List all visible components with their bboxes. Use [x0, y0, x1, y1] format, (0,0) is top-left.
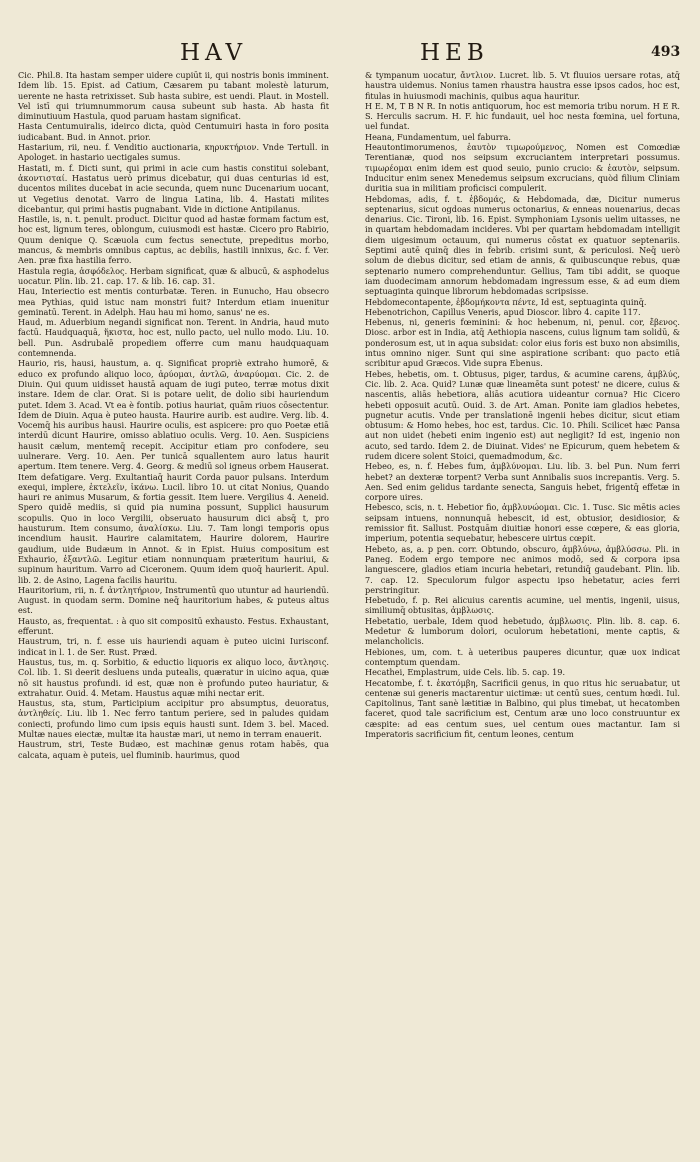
dictionary-entry: Hastati, m. f. Dicti sunt, qui primi in acie cum hastis constitui solebant, ἀκοντισταί. Hastatus uerò primus dicebatur, qui duas centurias id est, ducentos milites ducebat in acie secunda, quem nunc Ducenarium uocant, ut Vegetius denotat. Varro de lingua Latina, lib. 4. Hastati milites dicebantur, qui primi hastis pugnabant. Vide in dictione Antipilanus.: [18, 162, 329, 214]
dictionary-entry: & tympanum uocatur, ἄντλιον. Lucret. lib. 5. Vt fluuios uersare rotas, atq̄ haustra uidemus. Nonius tamen rhaustra haustra esse ipsos cados, hoc est, fitulas in huiusmodi machinis, quibus aqua hauritur.: [365, 70, 680, 101]
dictionary-entry: Heautontimorumenos, ἑαυτὸν τιμωρούμενος, Nomen est Comœdiæ Terentianæ, quod nos seipsum excruciantem interpretari possumus. τιμωρέομαι enim idem est quod seuio, punio crucio: & ἑαυτὸν, seipsum. Inducitur enim senex Menedemus seipsum excrucians, quòd filium Cliniam duritia sua in militiam proficisci compulerit.: [365, 142, 680, 194]
dictionary-entry: Hastarium, rii, neu. f. Venditio auctionaria, κηρυκτήριον. Vnde Tertull. in Apologet. in hastario uectigales sumus.: [18, 142, 329, 163]
dictionary-entry: Hauritorium, rii, n. f. ἀντλητήριον, Instrumentū quo utuntur ad hauriendū. August. in quodam serm. Domine neq̄ hauritorium habes, & puteus altus est.: [18, 584, 329, 616]
dictionary-entry: Hebdomecontapente, ἑβδομήκοντα πέντε, Id est, septuaginta quinq̄.: [365, 296, 647, 307]
dictionary-entry: Hausto, as, frequentat. : à quo sit compositū exhausto. Festus. Exhaustant, efferunt.: [18, 615, 329, 637]
dictionary-entry: Heana, Fundamentum, uel faburra.: [365, 131, 511, 142]
dictionary-entry: Hecatombe, f. t. ἑκατόμβη, Sacrificii genus, in quo ritus hic seruabatur, ut centenæ sui generis mactarentur uictimæ: ut centū sues, centum hœdi. Iul. Capitolinus, Tant sanè lætitiæ in Balbino, qui plus timebat, ut hecatomben faceret, quod tale sacrificium est, Centum aræ uno loco construuntur ex cæspite: ad eas centum sues, uel centum oues mactantur. Iam si Imperatoris sacrificium fit, centum leones, centum: [365, 677, 680, 739]
dictionary-entry: Cic. Phil.8. Ita hastam semper uidere cupiūt ii, qui nostris bonis imminent. Idem lib. 15. Epist. ad Catium, Cæsarem pu tabant molestè laturum, uerente ne hasta retrixisset. Sub hasta subire, est uendi. Plaut. in Mostell. Vel istī qui triumnummorum causa subeunt sub hasta. Ab hasta fit diminutiuum Hastula, quod paruam hastam significat.: [18, 70, 329, 122]
dictionary-entry: Haustrum, stri, Teste Budæo, est machinæ genus rotam habēs, qua calcata, aquam è puteis, uel fluminib. haurimus, quod: [18, 739, 329, 760]
dictionary-entry: Hasta Centumuiralis, ideirco dicta, quòd Centumuiri hasta in foro posita iudicabant. Bud. in Annot. prior.: [18, 121, 329, 142]
dictionary-entry: Hebdomas, adis, f. t. ἑβδομάς, & Hebdomada, dæ, Dicitur numerus septenarius, sicut ogdoas numerus octonarius, & enneas nouenarius, decas denarius. Cic. Tironi, lib. 16. Epist. Symphoniam Lysonis uelim uitasses, ne in quartam hebdomadam incideres. Vbi per quartam hebdomadam intelligit diem uigesimum octauum, qui numerus cōstat ex quatuor septenariis. Septimi autē quinq̄ dies in febrib. crisimi sunt, & periculosi. Neq̄ uerò solum de diebus dicitur, sed etiam de annis, & quibuscunque rebus, quæ septenario numero comprehenduntur. Gellius, Tam tibi addit, se quoque iam duodecimam annorum hebdomadam ingressum esse, & ad eum diem septuaginta quinque librorum hebdomadas scripsisse.: [365, 193, 680, 297]
dictionary-entry: Hebiones, um, com. t. à ueteribus pauperes dicuntur, quæ uox indicat contemptum quendam.: [365, 646, 680, 667]
dictionary-entry: Hebeo, es, n. f. Hebes fum, ἀμβλύνομαι. Liu. lib. 3. bel Pun. Num ferri hebet? an dexteræ torpent? Verba sunt Annibalis suos increpantis. Verg. 5. Aen. Sed enim gelidus tardante senecta, Sanguis hebet, frigentq̄ effetæ in corpore uires.: [365, 461, 680, 503]
header-left-word: HAV: [180, 40, 248, 66]
dictionary-entry: Hebetudo, f. p. Rei alicuius carentis acumine, uel mentis, ingenii, uisus, similiumq̄ obtusitas, ἀμβλωσις.: [365, 595, 680, 616]
dictionary-entry: Haurio, ris, hausi, haustum, a. q. Significat propriè extraho humorē, & educo ex profundo aliquo loco, ἀρύομαι, ἀντλῶ, ἀναρύομαι. Cic. 2. de Diuin. Qui quum uidisset haustā aquam de iugi puteo, terræ motus dixit instare. Idem de clar. Orat. Si is potare uelit, de dolio sibi hauriendum putet. Idem 3. Acad. Vt ea è fontib. potius hauriat, quām riuos cōsectentur. Idem de Diuin. Aqua è puteo hausta. Haurire aurib. est audire. Verg. lib. 4. Vocemq̄ his auribus hausi. Haurire oculis, est aspicere: pro quo Poetæ etiā interdū dicunt Haurire, omisso ablatiuo oculis. Verg. 10. Aen. Suspiciens hausit cælum, mentemq̄ recepit. Accipitur etiam pro confodere, seu uulnerare. Verg. 10. Aen. Per tunicā squallentem auro latus haurit apertum. Item tenere. Verg. 4. Georg. & mediū sol igneus orbem Hauserat. Item defatigare. Verg. Exultantiaq̄ haurit Corda pauor pulsans. Interdum exequi, implere, ἐκτελεῖν, ἰκάνω. Lucil. libro 10. ut citat Nonius, Quando hauri re animus Musarum, & fortia gessit. Item luere. Vergilius 4. Aeneid. Spero quidē mediis, si quid pia numina possunt, Supplici hausurum scopulis. Quo in loco Vergilii, obseruato hausurum dici absq̄ t, pro hausturum. Item consumo, ἀναλίσκω. Liu. 7. Tam longi temporis opus incendium hausit. Haurire calamitatem, Haurire dolorem, Haurire gaudium, uide Budæum in Annot. & in Epist. Huius compositum est Exhaurio, ἐξαντλῶ. Legitur etiam nonnunquam præteritum hauriui, & supinum hauritum. Varro ad Ciceronem. Quum idem quoq̄ haurierit. Apul. lib. 2. de Asino, Lagena facilis hauritu.: [18, 358, 329, 585]
left-column: [18, 70, 329, 760]
dictionary-entry: Hebenotrichon, Capillus Veneris, apud Dioscor. libro 4. capite 117.: [365, 306, 641, 317]
dictionary-entry: Hebesco, scis, n. t. Hebetior fio, ἀμβλυνώομαι. Cic. 1. Tusc. Sic mētis acies seipsam intuens, nonnunquā hebescit, id est, obtusior, desidiosior, & remissior fit. Sallust. Postquām diuitiæ honori esse cœpere, & eas gloria, imperium, potentia sequebatur, hebescere uirtus cœpit.: [365, 502, 680, 544]
dictionary-entry: Hau, Interiectio est mentis conturbatæ. Teren. in Eunucho, Hau obsecro mea Pythias, quid istuc nam monstri fuit? Interdum etiam inuenitur geminatū. Terent. in Adelph. Hau hau mi homo, sanus' ne es.: [18, 286, 329, 317]
dictionary-entry: H E. M, T B N R. In notis antiquorum, hoc est memoria tribu norum. H E R. S. Herculis sacrum. H. F. hic fundauit, uel hoc nesta fœmina, uel fortuna, uel fundat.: [365, 100, 680, 132]
dictionary-entry: Hastile, is, n. t. penult. product. Dicitur quod ad hastæ formam factum est, hoc est, lignum teres, oblongum, cuiusmodi est hastæ. Cicero pro Rabirio, Quum denique Q. Scæuola cum fectus senectute, prepeditus morbo, mancus, & membris omnibus captus, ac debilis, hastili innixus, &c. f. Ver. Aen. præ fixa hastilia ferro.: [18, 214, 329, 266]
running-header: [0, 40, 700, 68]
dictionary-entry: Haustrum, tri, n. f. esse uis hauriendi aquam è puteo uicini Iurisconf. indicat in l. 1. de Ser. Rust. Præd.: [18, 636, 329, 657]
dictionary-entry: Hebetatio, uerbale, Idem quod hebetudo, ἀμβλωσις. Plin. lib. 8. cap. 6. Medetur & lumborum dolori, oculorum hebetationi, mente captis, & melancholicis.: [365, 615, 680, 647]
dictionary-entry: Haustus, sta, stum, Participium accipitur pro absumptus, deuoratus, ἀντληθείς. Liu. lib 1. Nec ferro tantum periere, sed in paludes quidam coniecti, profundo limo cum ipsis equis hausti sunt. Idem 3. bel. Maced. Multæ naues eiectæ, multæ ita haustæ mari, ut nemo in terram enauerit.: [18, 698, 329, 739]
dictionary-entry: Hecathei, Emplastrum, uide Cels. lib. 5. cap. 19.: [365, 667, 566, 678]
dictionary-entry: Haustus, tus, m. q. Sorbitio, & eductio liquoris ex aliquo loco, ἄντλησις. Col. lib. 1. Si deerit desluens unda putealis, quæratur in uicino aqua, quæ nō sit haustus profundi. id est, quæ non è profundo puteo hauriatur, & extrahatur. Ouid. 4. Metam. Haustus aquæ mihi nectar erit.: [18, 656, 329, 698]
dictionary-entry: Hastula regia, ἀσφόδελος. Herbam significat, quæ & albucū, & asphodelus uocatur. Plin. lib. 21. cap. 17. & lib. 16. cap. 31.: [18, 265, 329, 286]
dictionary-entry: Hebenus, ni, generis fœminini: & hoc hebenum, ni, penul. cor, ἔβενος. Diosc. arbor est in India, atq̄ Aethiopia nascens, cuius lignum tam solidū, & ponderosum est, ut in aqua subsidat: color eius foris est buxo non absimilis, intus omnino niger. Sunt qui sine aspiratione scribant: quo pacto etiā scribitur apud Græcos. Vide supra Ebenus.: [365, 317, 680, 369]
header-right-word: HEB: [420, 40, 489, 66]
dictionary-entry: Hebes, hebetis, om. t. Obtusus, piger, tardus, & acumine carens, ἀμβλύς, Cic. lib. 2. Aca. Quid? Lunæ quæ lineamēta sunt potest' ne dicere, cuius & nascentis, aliās hebetiora, aliās acutiora uideantur cornua? Hic Cicero hebeti opposuit acutū. Ouid. 3. de Art. Aman. Ponite iam gladios hebetes, pugnetur acutis. Vnde per translationē ingenii hebes dicitur, sicut etiam obtusum: & Homo hebes, hoc est, tardus. Cic. 10. Phili. Scilicet hæc Pansa aut non uidet (hebeti enim ingenio est) aut negligit? Id est, ingenio non acuto, sed tardo. Idem 2. de Diuinat. Vides' ne Epicurum, quem hebetem & rudem dicere solent Stoici, quemadmodum, &c.: [365, 368, 680, 461]
dictionary-entry: Haud, m. Aduerbium negandi significat non. Terent. in Andria, haud muto factū. Haudquaquā, ἥκιστα, hoc est, nullo pacto, uel nullo modo. Liu. 10. bell. Pun. Asdrubalē propediem offerre cum manu haudquaquam contemnenda.: [18, 317, 329, 359]
page-number: 493: [651, 44, 681, 60]
dictionary-entry: Hebeto, as, a. p pen. corr. Obtundo, obscuro, ἀμβλύνω, ἀμβλύσσω. Pli. in Paneg. Eodem ergo tempore nec animos modō, sed & corpora ipsa languescere, gladios etiam incuria hebetari, retundiq̄ gaudebant. Plin. lib. 7. cap. 12. Speculorum fulgor aspectu ipso hebetatur, acies ferri perstringitur.: [365, 543, 680, 595]
right-column: [365, 70, 680, 739]
